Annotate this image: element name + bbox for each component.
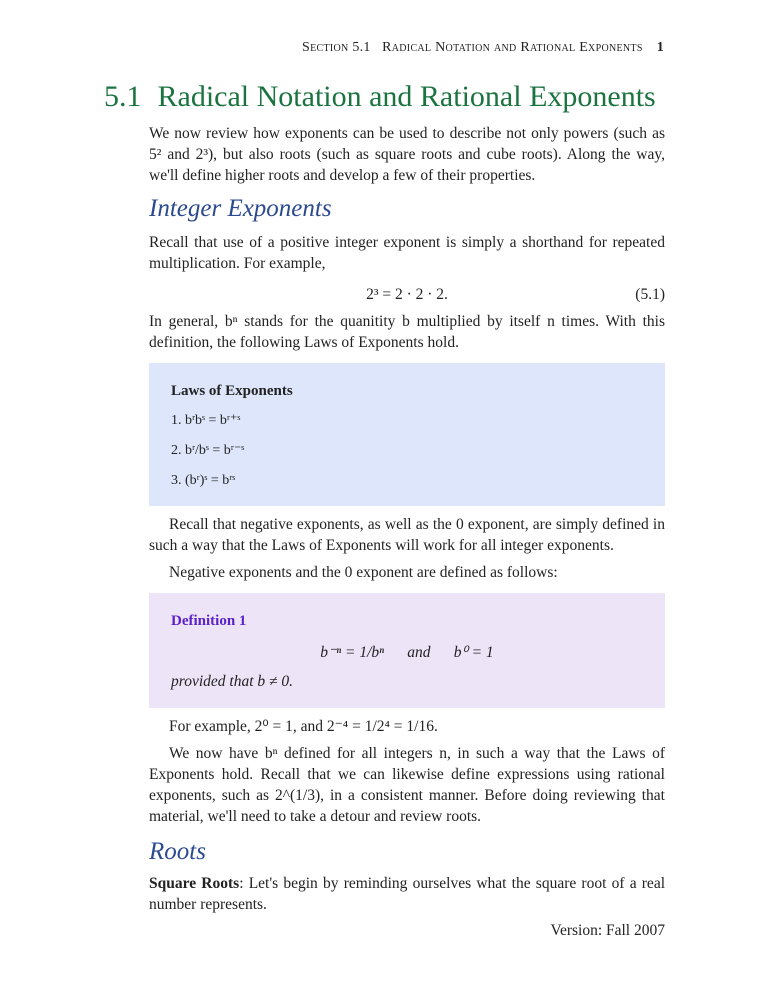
equation: 2³ = 2 · 2 · 2.	[366, 286, 448, 303]
definition-formula: b⁻ⁿ = 1/bⁿ and b⁰ = 1	[320, 644, 494, 661]
law-item: 1. bʳbˢ = bʳ⁺ˢ	[171, 413, 241, 428]
paragraph: We now have bⁿ defined for all integers n, in such a way that the Laws of Exponents hold. Recall that we can likewise define expressions using rational exponents, such as 2^(1/3), in a consistent manner. Before doing reviewing that material, we'll need to take a detour and review roots.	[149, 745, 665, 825]
running-title: Section 5.1 Radical Notation and Rational Exponents	[301, 40, 643, 55]
box-title: Laws of Exponents	[171, 383, 293, 399]
paragraph	[149, 873, 665, 915]
section-title	[104, 80, 656, 114]
law-item: 2. bʳ/bˢ = bʳ⁻ˢ	[171, 443, 245, 458]
body-text	[149, 123, 665, 915]
version-footer: Version: Fall 2007	[550, 922, 665, 939]
paragraph: Negative exponents and the 0 exponent are defined as follows:	[169, 564, 558, 581]
section-number: 5.1	[104, 80, 142, 113]
paragraph: Recall that negative exponents, as well as the 0 exponent, are simply defined in such a way that the Laws of Exponents will work for all integer exponents.	[149, 516, 665, 554]
law-item: 3. (bʳ)ˢ = bʳˢ	[171, 473, 236, 488]
page-number: 1	[656, 40, 664, 55]
definition-title: Definition 1	[171, 613, 247, 629]
lead-in: Square Roots	[149, 875, 240, 892]
heading-roots: Roots	[149, 838, 206, 865]
paragraph: Recall that use of a positive integer exponent is simply a shorthand for repeated multiplication. For example,	[149, 234, 665, 272]
paragraph: For example, 2⁰ = 1, and 2⁻⁴ = 1/2⁴ = 1/16.	[169, 718, 438, 735]
intro-paragraph: We now review how exponents can be used to describe not only powers (such as 5² and 2³), but also roots (such as square roots and cube roots). Along the way, we'll define higher roots and develop a few of their properties.	[149, 125, 665, 184]
equation-number: (5.1)	[635, 286, 665, 303]
paragraph: In general, bⁿ stands for the quanitity b multiplied by itself n times. With this definition, the following Laws of Exponents hold.	[149, 313, 665, 351]
heading-integer-exponents: Integer Exponents	[149, 195, 332, 222]
section-title-text: Radical Notation and Rational Exponents	[157, 80, 656, 113]
laws-of-exponents-box	[149, 363, 665, 506]
equation-5-1	[149, 284, 665, 305]
paragraph-text: : Let's begin by reminding ourselves what the square root of a real number represents.	[149, 875, 666, 913]
definition-proviso: provided that b ≠ 0.	[171, 673, 294, 690]
definition-box	[149, 593, 665, 708]
running-header	[302, 40, 664, 56]
